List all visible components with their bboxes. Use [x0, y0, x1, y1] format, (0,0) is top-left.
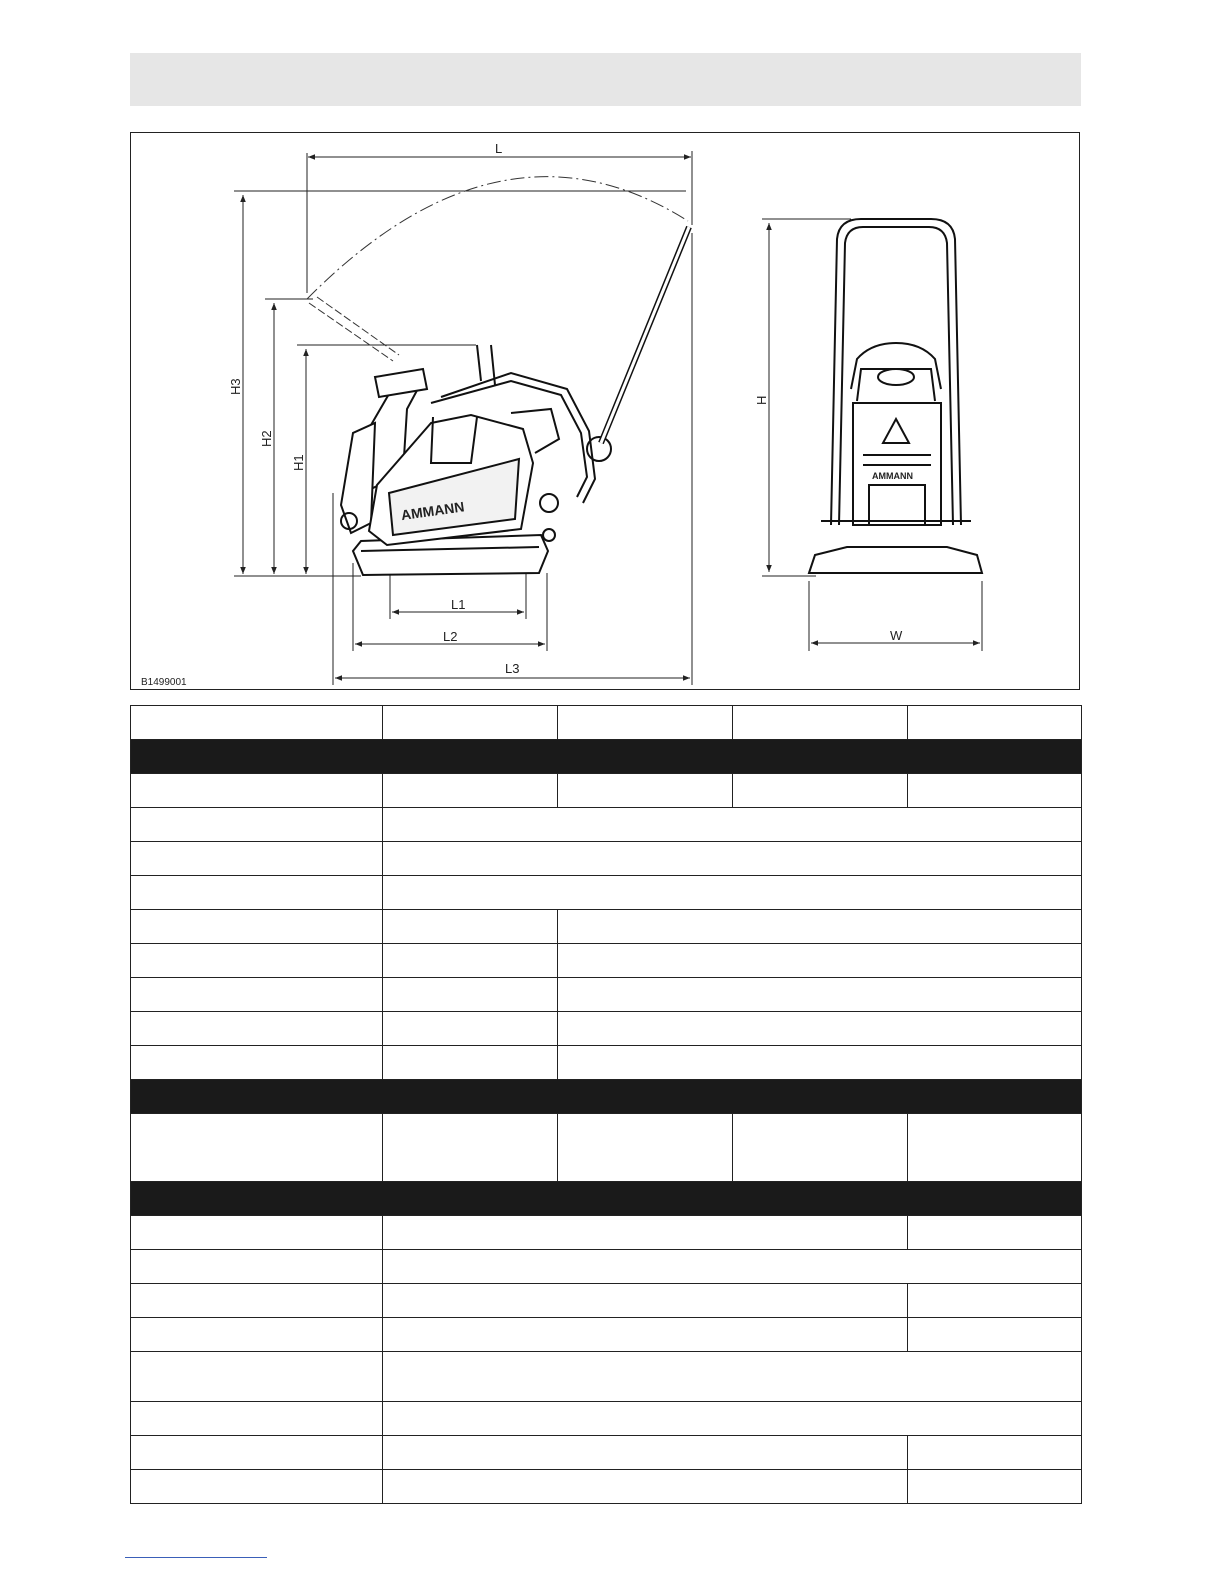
footer-rule [125, 1557, 267, 1558]
compactor-side-view [341, 227, 689, 575]
section-header-row [131, 1182, 1082, 1216]
table-row [131, 944, 1082, 978]
dim-label-L: L [495, 141, 503, 156]
dim-label-H3: H3 [228, 378, 243, 395]
dim-label-L3: L3 [505, 661, 520, 676]
section-header-row [131, 740, 1082, 774]
compactor-front-view [809, 219, 982, 573]
table-row [131, 842, 1082, 876]
brand-text-front: AMMANN [872, 471, 913, 481]
table-row [131, 808, 1082, 842]
table-row [131, 1284, 1082, 1318]
section-header-row [131, 1080, 1082, 1114]
dimension-diagram [131, 133, 1081, 691]
table-row [131, 1470, 1082, 1504]
brand-text: AMMANN [399, 498, 466, 524]
spec-table [130, 705, 1082, 1504]
table-row [131, 1250, 1082, 1284]
table-row [131, 1436, 1082, 1470]
dimension-drawing [130, 132, 1080, 690]
table-row [131, 1402, 1082, 1436]
table-row [131, 1114, 1082, 1182]
dim-label-W: W [890, 628, 903, 643]
table-row [131, 1046, 1082, 1080]
dim-label-L1: L1 [451, 597, 466, 612]
table-row [131, 774, 1082, 808]
table-row [131, 978, 1082, 1012]
table-row [131, 876, 1082, 910]
dim-label-H: H [754, 395, 769, 405]
dim-label-H1: H1 [291, 454, 306, 471]
table-row [131, 1012, 1082, 1046]
table-row [131, 706, 1082, 740]
figure-id-label: B1499001 [141, 677, 187, 688]
table-row [131, 1352, 1082, 1402]
table-row [131, 1318, 1082, 1352]
dim-label-L2: L2 [443, 629, 458, 644]
table-row [131, 910, 1082, 944]
table-row [131, 1216, 1082, 1250]
dim-label-H2: H2 [259, 430, 274, 447]
page-header-bar [130, 53, 1081, 106]
